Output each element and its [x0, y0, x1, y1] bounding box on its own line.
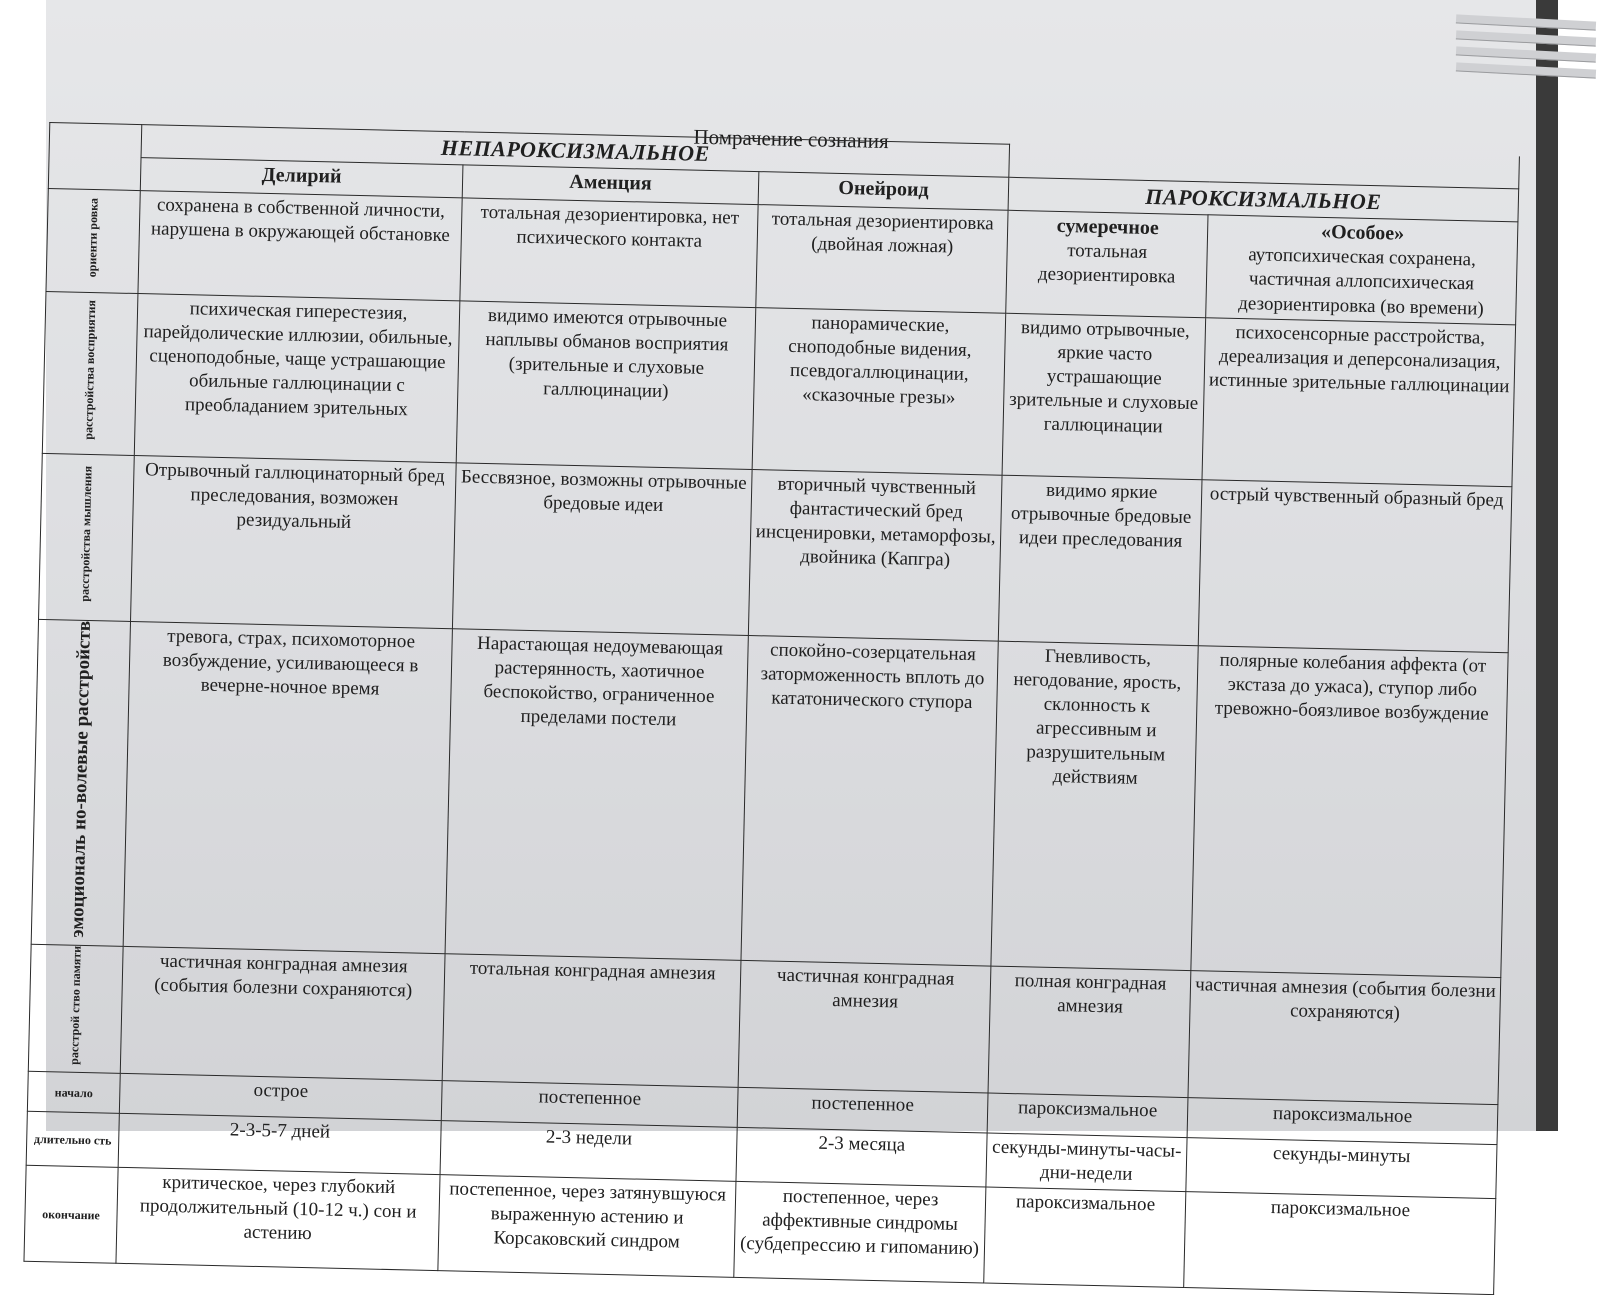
row-header [31, 619, 130, 946]
table-cell: Бессвязное, возможны отрывочные бредовые идеи [452, 462, 752, 635]
paper-edge [1456, 62, 1596, 78]
row-label: окончание [42, 1207, 100, 1223]
corner-cell [48, 123, 141, 191]
column-header-delirium: Делирий [140, 158, 463, 198]
row-label: ориенти ровка [84, 197, 101, 277]
row-header [24, 1165, 118, 1263]
row-header [27, 1071, 120, 1113]
table-row-emotion [31, 619, 1508, 977]
column-header-amentia: Аменция [462, 165, 759, 205]
table-cell: видимо имеются отрывочные наплывы обманов восприятия (зрительные и слуховые галлюцинации) [456, 300, 756, 469]
table-cell: острый чувственный образный бред [1198, 479, 1512, 652]
table-cell: 2-3 недели [440, 1120, 737, 1181]
table-cell: психическая гиперестезия, парейдолические иллюзии, обильные, сценоподобные, чаще устрашающие обильные галлюцинации с преобладанием зрительных [134, 293, 460, 462]
table-cell: пароксизмальное [1184, 1191, 1496, 1294]
table-cell: тревога, страх, психомоторное возбуждение, усиливающееся в вечерне-ночное время [123, 621, 452, 953]
paper-edge [1456, 30, 1596, 46]
group-paroxysmal: ПАРОКСИЗМАЛЬНОЕ [1008, 177, 1519, 221]
table-cell: полная конградная амнезия [988, 966, 1191, 1098]
cell-text: аутопсихическая сохранена, частичная аллопсихическая дезориентировка (во времени) [1238, 244, 1484, 320]
column-header-special: «Особое» [1320, 220, 1405, 245]
row-header [26, 1111, 119, 1167]
row-label: расстрой ство памяти [66, 945, 84, 1065]
paper-edge [1456, 46, 1596, 62]
table-cell [1206, 215, 1518, 325]
table-cell: Нарастающая недоумевающая растерянность, хаотичное беспокойство, ограниченное пределами постели [445, 628, 748, 960]
table-cell: видимо отрывочные, яркие часто устрашающие зрительные и слуховые галлюцинации [1002, 313, 1206, 479]
table-cell: Отрывочный галлюцинаторный бред преследования, возможен резидуальный [131, 455, 457, 628]
row-label: длительно сть [33, 1131, 112, 1148]
cell-text: тотальная дезориентировка [1037, 240, 1176, 288]
table-cell: полярные колебания аффекта (от экстаза до ужаса), ступор либо тревожно-боязливое возбуждение [1191, 645, 1508, 977]
photo-background [33, 0, 1558, 1260]
table-row-thinking [39, 453, 1512, 652]
table-cell: пароксизмальное [984, 1187, 1186, 1288]
row-label: расстройства восприятия [80, 299, 98, 440]
column-header-oneiroid: Онейроид [758, 172, 1009, 211]
row-header [46, 188, 140, 293]
row-header [39, 453, 135, 621]
group-nonparoxysmal: НЕПАРОКСИЗМАЛЬНОЕ [141, 125, 1010, 178]
table-cell: панорамические, сноподобные видения, псевдогаллюцинации, «сказочные грезы» [752, 307, 1006, 475]
table-cell [1006, 210, 1208, 317]
table-cell: видимо яркие отрывочные бредовые идеи преследования [998, 475, 1202, 645]
table-cell: частичная конградная амнезия [738, 960, 991, 1093]
row-label: эмоциональ но-волевые расстройств [66, 620, 95, 938]
row-header [28, 944, 123, 1073]
table-cell: частичная амнезия (события болезни сохраняются) [1188, 970, 1501, 1104]
table-cell: тотальная конградная амнезия [442, 953, 741, 1087]
row-label: расстройства мышления [77, 465, 95, 602]
table-cell: критическое, через глубокий продолжительный (10-12 ч.) сон и астению [116, 1167, 440, 1270]
table-cell: секунды-минуты-часы-дни-недели [986, 1133, 1187, 1192]
table-cell: постепенное [441, 1080, 738, 1127]
paper-sheet [33, 0, 1536, 1260]
table-cell: секунды-минуты [1186, 1137, 1497, 1198]
table-cell: постепенное, через аффективные синдромы (субдепрессию и гипоманию) [734, 1181, 986, 1283]
table-cell: постепенное [737, 1087, 988, 1133]
document [28, 92, 1534, 1260]
table-cell: психосенсорные расстройства, дереализация и деперсонализация, истинные зрительные галлюцинации [1202, 317, 1516, 486]
row-header [42, 291, 138, 455]
table-cell: вторичный чувственный фантастический бред инсценировки, метаморфозы, двойника (Капгра) [748, 469, 1002, 641]
table-cell: тотальная дезориентировка (двойная ложная) [756, 204, 1008, 312]
table-cell: постепенное, через затянувшуюся выраженную астению и Корсаковский синдром [438, 1174, 736, 1277]
table-cell: частичная конградная амнезия (события болезни сохраняются) [120, 946, 445, 1080]
table-cell: тотальная дезориентировка, нет психического контакта [460, 198, 758, 307]
paper-edge [1456, 14, 1596, 30]
table-cell: 2-3 месяца [736, 1127, 987, 1187]
table-cell: спокойно-созерцательная заторможенность вплоть до кататонического ступора [741, 635, 998, 965]
table-cell: пароксизмальное [1187, 1097, 1498, 1144]
table-cell: острое [119, 1073, 442, 1120]
comparison-table [23, 122, 1519, 1295]
row-label: начало [54, 1085, 93, 1101]
column-header-twilight: сумеречное [1056, 214, 1159, 240]
table-cell: пароксизмальное [987, 1093, 1188, 1138]
table-cell: Гневливость, негодование, ярость, склонность к агрессивным и разрушительным действиям [991, 641, 1198, 970]
table-cell: 2-3-5-7 дней [118, 1113, 441, 1174]
table-cell: сохранена в собственной личности, нарушена в окружающей обстановке [138, 190, 462, 300]
page-title: Помрачение сознания [693, 124, 890, 154]
